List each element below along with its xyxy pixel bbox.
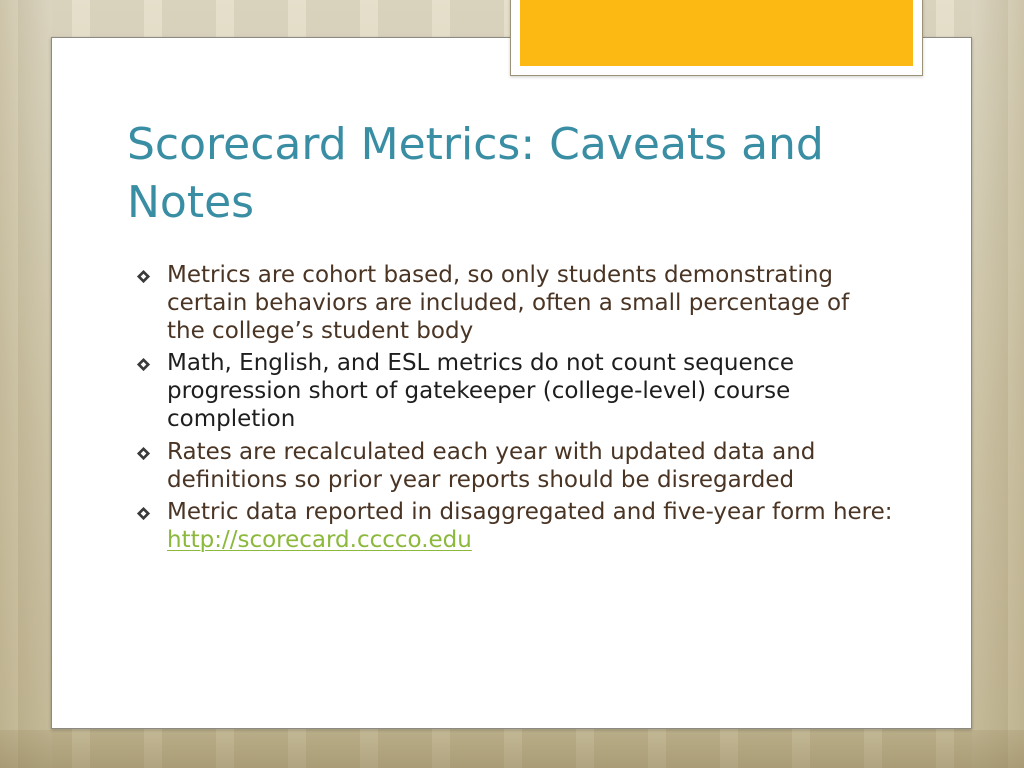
bullet-text: Math, English, and ESL metrics do not count sequence progression short of gatekeeper (college-level) course completion [167,350,795,432]
background-bottom-shade [0,730,1024,768]
bullet-item-metric-data [133,499,908,555]
background-left-shade [0,0,52,768]
hollow-diamond-bullet-icon [136,357,151,372]
bullet-text: Metric data reported in disaggregated and five-year form here: [167,499,908,526]
bullet-item-math-english-esl [133,350,893,433]
bullet-list [133,262,908,560]
slide-title: Scorecard Metrics: Caveats and Notes [127,119,824,228]
hollow-diamond-bullet-icon [136,269,151,284]
accent-bar [520,0,913,66]
scorecard-link[interactable]: http://scorecard.cccco.edu [167,527,472,554]
hollow-diamond-bullet-icon [136,446,151,461]
bullet-text: Metrics are cohort based, so only students demonstrating certain behaviors are included, often a small percentage of the college’s student body [167,262,850,344]
accent-frame [510,0,923,76]
bullet-text: Rates are recalculated each year with updated data and definitions so prior year reports should be disregarded [167,438,816,493]
bullet-item-rates [133,439,893,495]
hollow-diamond-bullet-icon [136,506,151,521]
bullet-item-cohort [133,262,893,345]
background-right-shade [972,0,1024,768]
